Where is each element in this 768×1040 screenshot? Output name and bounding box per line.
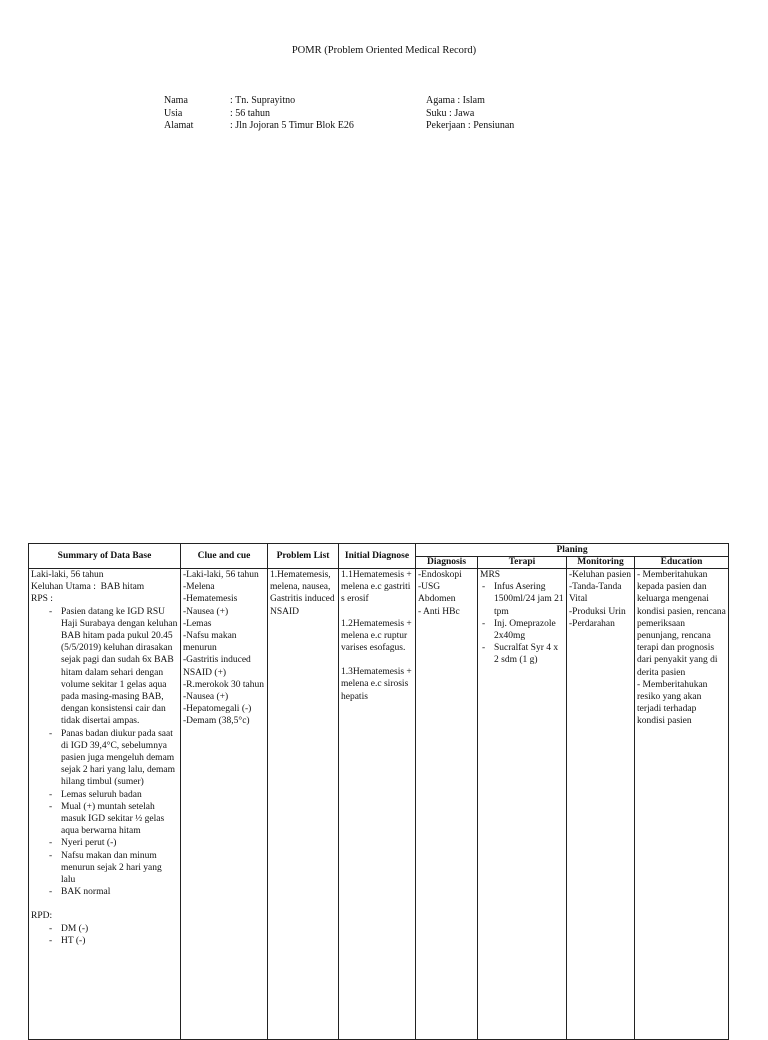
diagnosis-header: Diagnosis <box>416 557 478 569</box>
clue-item: -Nausea (+) <box>183 606 229 617</box>
diagnosis-cell <box>416 569 478 1040</box>
initial-diagnose-header: Initial Diagnose <box>339 544 416 569</box>
summary-chief-complaint: Keluhan Utama : BAB hitam <box>31 582 145 593</box>
problem-list-header: Problem List <box>268 544 339 569</box>
diagnosis-item: -USG Abdomen <box>418 582 456 605</box>
rps-item: - BAK normal <box>31 886 178 898</box>
occupation-field: Pekerjaan : Pensiunan <box>426 120 515 131</box>
terapi-item: - Sucralfat Syr 4 x 2 sdm (1 g) <box>480 642 564 666</box>
rpd-item: - DM (-) <box>31 923 178 935</box>
terapi-list <box>480 581 564 666</box>
clue-cell <box>181 569 268 1040</box>
patient-age-row <box>164 108 354 121</box>
address-label: Alamat <box>164 120 194 131</box>
monitoring-item: -Perdarahan <box>569 618 615 629</box>
age-label: Usia <box>164 107 183 119</box>
patient-address-row <box>164 120 354 133</box>
problem-list-cell <box>268 569 339 1040</box>
clue-item: -Gastritis induced NSAID (+) <box>183 655 251 678</box>
document-title: POMR (Problem Oriented Medical Record) <box>291 45 477 56</box>
clue-item: -Laki-laki, 56 tahun <box>183 570 259 580</box>
monitoring-item: -Keluhan pasien <box>569 570 631 580</box>
terapi-cell <box>478 569 567 1040</box>
content-row <box>29 569 729 1040</box>
summary-rps-label: RPS : <box>31 594 53 605</box>
patient-name-row <box>164 95 354 108</box>
monitoring-cell <box>567 569 635 1040</box>
clue-item: -Nausea (+) <box>183 692 229 703</box>
initial-diagnose-item: 1.3Hematemesis + melena e.c sirosis hepatis <box>341 667 412 702</box>
terapi-item: - Inj. Omeprazole 2x40mg <box>480 618 564 642</box>
rps-item: - Pasien datang ke IGD RSU Haji Surabaya dengan keluhan BAB hitam pada pukul 20.45 (5/5/2019) keluhan dirasakan sejak pagi dan sudah 6x BAB hitam dalam sehari dengan volume sekitar 1 gelas aqua pada masing-masing BAB, dengan konsistensi cair dan tidak disertai ampas. <box>31 606 178 728</box>
terapi-label: MRS <box>480 570 501 580</box>
ethnicity-field: Suku : Jawa <box>426 107 475 119</box>
clue-item: -Melena <box>183 582 215 593</box>
monitoring-item: -Produksi Urin <box>569 606 626 617</box>
rps-item: - Lemas seluruh badan <box>31 789 178 801</box>
rpd-list <box>31 923 178 947</box>
clue-item: -Nafsu makan menurun <box>183 631 237 654</box>
clue-item: -Hematemesis <box>183 594 238 605</box>
clue-item: -Demam (38,5°c) <box>183 716 250 727</box>
clue-item: -Lemas <box>183 618 212 629</box>
education-cell <box>635 569 729 1040</box>
rpd-label: RPD: <box>31 911 53 922</box>
name-label: Nama <box>164 95 188 106</box>
pomr-table <box>28 543 729 1040</box>
initial-diagnose-item: 1.1Hematemesis + melena e.c gastritis erosif <box>341 570 412 605</box>
monitoring-item: -Tanda-Tanda Vital <box>569 582 622 605</box>
patient-identity-left <box>164 95 354 133</box>
rps-item: - Panas badan diukur pada saat di IGD 39,4°C, sebelumnya pasien juga mengeluh demam sejak 2 hari yang lalu, demam hilang timbul (sumer) <box>31 728 178 789</box>
address-value: : Jln Jojoran 5 Timur Blok E26 <box>230 120 354 131</box>
clue-item: -Hepatomegali (-) <box>183 704 252 715</box>
terapi-header: Terapi <box>478 557 567 569</box>
initial-diagnose-cell <box>339 569 416 1040</box>
summary-header: Summary of Data Base <box>29 544 181 569</box>
education-header: Education <box>635 557 729 569</box>
rps-item: - Nyeri perut (-) <box>31 837 178 849</box>
education-item: - Memberitahukan kepada pasien dan keluarga mengenai kondisi pasien, rencana pemeriksaan penunjang, rencana terapi dan prognosis dari penyakit yang di derita pasien <box>637 570 726 678</box>
rpd-item: - HT (-) <box>31 935 178 947</box>
religion-field: Agama : Islam <box>426 95 485 106</box>
problem-item: 1.Hematemesis, melena, nausea, Gastritis induced NSAID <box>270 570 335 617</box>
rps-item: - Nafsu makan dan minum menurun sejak 2 hari yang lalu <box>31 850 178 887</box>
summary-cell <box>29 569 181 1040</box>
rps-item: - Mual (+) muntah setelah masuk IGD sekitar ½ gelas aqua berwarna hitam <box>31 801 178 838</box>
rps-list <box>31 606 178 899</box>
clue-header: Clue and cue <box>181 544 268 569</box>
clue-item: -R.merokok 30 tahun <box>183 679 265 690</box>
patient-identity-right <box>426 95 514 133</box>
terapi-item: - Infus Asering 1500ml/24 jam 21 tpm <box>480 581 564 618</box>
planing-header: Planing <box>416 544 729 557</box>
summary-sex-age: Laki-laki, 56 tahun <box>31 570 104 580</box>
initial-diagnose-item: 1.2Hematemesis + melena e.c ruptur varises esofagus. <box>341 618 412 654</box>
education-item: - Memberitahukan resiko yang akan terjadi terhadap kondisi pasien <box>637 679 708 727</box>
monitoring-header: Monitoring <box>567 557 635 569</box>
name-value: : Tn. Suprayitno <box>230 95 296 106</box>
diagnosis-item: - Anti HBc <box>418 606 460 617</box>
header-row-1 <box>29 544 729 557</box>
age-value: : 56 tahun <box>230 107 270 119</box>
diagnosis-item: -Endoskopi <box>418 570 462 580</box>
